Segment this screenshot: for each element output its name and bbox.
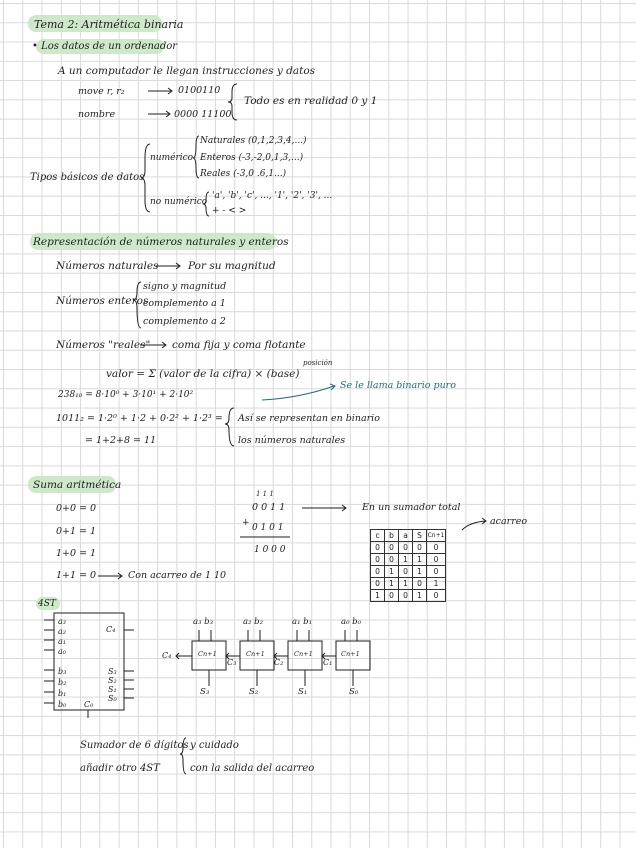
table-cell: 0 <box>385 590 399 602</box>
adder3-inputs: a₃ b₃ <box>193 617 214 627</box>
table-cell: 0 <box>385 554 399 566</box>
acarreo-label: acarreo <box>490 516 528 527</box>
enteros-label: Números enteros <box>56 295 149 307</box>
arrow-row2 <box>148 111 170 117</box>
adder-carries <box>176 650 336 659</box>
table-cell: 0 <box>371 542 385 554</box>
operand-1: 0 0 1 1 <box>252 502 286 513</box>
row1-code: 0100110 <box>178 85 221 96</box>
chip-pin-c4: C₄ <box>106 625 116 634</box>
table-cell: 0 <box>399 566 413 578</box>
operand-2: 0 1 0 1 <box>252 523 284 533</box>
enteros-opt1: signo y magnitud <box>143 281 227 292</box>
sum-rule-4-note: Con acarreo de 1 10 <box>128 570 227 581</box>
brace-text: Todo es en realidad 0 y 1 <box>244 95 378 107</box>
formula-superscript: posición <box>303 359 333 367</box>
reales-desc: coma fija y coma flotante <box>172 339 306 351</box>
enteros-opt2: complemento a 1 <box>143 298 226 309</box>
footer-left-2: añadir otro 4ST <box>80 763 160 774</box>
th-s: S <box>413 530 427 542</box>
table-cell: 0 <box>371 566 385 578</box>
teal-arrow <box>262 384 335 400</box>
chars-line1: 'a', 'b', 'c', ..., '1', '2', '3', ... <box>212 191 333 201</box>
chip-pin-s0: S₀ <box>108 694 117 703</box>
page-title: Tema 2: Aritmética binaria <box>34 18 184 31</box>
table-cell: 1 <box>427 578 446 590</box>
brace-row <box>228 84 237 120</box>
chars-line2: + - < > <box>212 206 247 216</box>
adder2-box <box>240 641 274 670</box>
th-b: b <box>385 530 399 542</box>
chip-pin-a2: a₂ <box>58 627 66 636</box>
carry-marks: 1 1 1 <box>256 490 274 498</box>
row2-code: 0000 11100 <box>174 109 232 120</box>
brace-nonnumeric <box>203 192 209 216</box>
arrow-reales <box>140 342 166 348</box>
chip-pin-b0: b₀ <box>58 700 67 709</box>
table-cell: 0 <box>385 542 399 554</box>
chip-pin-b2: b₂ <box>58 678 67 687</box>
numeric-label: numérico <box>150 153 194 163</box>
section2-title: Representación de números naturales y enteros <box>33 236 289 248</box>
adder0-inputs: a₀ b₀ <box>341 617 362 627</box>
sum-rule-3: 1+0 = 1 <box>56 548 97 559</box>
table-cell: 0 <box>427 566 446 578</box>
chip-pin-s1: S₁ <box>108 685 117 694</box>
example-result: = 1+2+8 = 11 <box>85 435 157 446</box>
arrow-naturales <box>156 263 180 269</box>
th-cn1: Cn+1 <box>427 530 446 542</box>
th-c: c <box>371 530 385 542</box>
arrow-sumador <box>302 505 346 511</box>
naturales-label: Números naturales <box>56 260 159 272</box>
reales-label: Números "reales" <box>56 339 151 351</box>
brace-numeric <box>193 136 199 178</box>
footer-right-1: y cuidado <box>190 740 239 751</box>
formula: valor = Σ (valor de la cifra) × (base) <box>106 368 300 380</box>
table-cell: 0 <box>371 578 385 590</box>
chip-pins-left <box>44 620 54 703</box>
adder3-box <box>192 641 226 670</box>
example-binary: 1011₂ = 1·2⁰ + 1·2 + 0·2² + 1·2³ = <box>56 413 223 424</box>
enteros-opt3: complemento a 2 <box>143 316 226 327</box>
adder-outputs <box>209 670 353 686</box>
chip-pin-b1: b₁ <box>58 689 67 698</box>
binario-puro-note: Se le llama binario puro <box>340 380 456 391</box>
adder0-box-label: Cn+1 <box>341 650 360 658</box>
table-cell: 1 <box>399 578 413 590</box>
adder-inputs <box>199 630 357 641</box>
adder3-out: S₃ <box>200 687 210 697</box>
carry-c4: C₄ <box>162 651 172 660</box>
adder3-box-label: Cn+1 <box>198 650 217 658</box>
table-cell: 0 <box>427 554 446 566</box>
chip-body <box>54 613 124 710</box>
adder1-box <box>288 641 322 670</box>
adder0-box <box>336 641 370 670</box>
plus-sign: + <box>242 518 250 528</box>
chip-pin-c0: C₀ <box>84 700 94 709</box>
carry-c2: C₂ <box>274 658 284 667</box>
arrow-rule4 <box>98 573 122 579</box>
sum-rule-1: 0+0 = 0 <box>56 503 97 514</box>
row1-left: move r, r₂ <box>78 86 125 97</box>
chip-label: 4ST <box>38 599 56 609</box>
table-cell: 1 <box>399 554 413 566</box>
table-cell: 1 <box>413 566 427 578</box>
types-label: Tipos básicos de datos <box>30 172 145 183</box>
brace-types <box>141 144 150 212</box>
th-a: a <box>399 530 413 542</box>
table-cell: 1 <box>413 590 427 602</box>
reales-line: Reales (-3,0 .6,1...) <box>200 169 287 179</box>
footer-left-1: Sumador de 6 dígitos <box>80 740 189 751</box>
table-cell: 0 <box>427 590 446 602</box>
chip-pin-a0: a₀ <box>58 647 66 656</box>
asi-line2: los números naturales <box>238 435 346 446</box>
table-cell: 1 <box>385 566 399 578</box>
brace-enteros <box>133 282 141 328</box>
table-cell: 0 <box>371 554 385 566</box>
chip-pin-s2: S₂ <box>108 676 117 685</box>
table-cell: 0 <box>427 542 446 554</box>
chip-pin-b3: b₃ <box>58 667 67 676</box>
chip-pins-right <box>124 630 134 698</box>
arrow-row1 <box>148 88 172 94</box>
example-decimal: 238₁₀ = 8·10⁰ + 3·10¹ + 2·10² <box>58 390 194 400</box>
chip-pin-a1: a₁ <box>58 637 66 646</box>
brace-asi <box>225 408 234 446</box>
arrow-acarreo <box>462 518 486 530</box>
naturales-line: Naturales (0,1,2,3,4,...) <box>200 136 307 146</box>
footer-brace <box>180 738 186 774</box>
table-cell: 0 <box>399 542 413 554</box>
adder1-out: S₁ <box>298 687 308 697</box>
sum-result: 1 0 0 0 <box>254 545 286 555</box>
table-cell: 0 <box>413 578 427 590</box>
adder2-box-label: Cn+1 <box>246 650 265 658</box>
table-cell: 0 <box>399 590 413 602</box>
adder2-out: S₂ <box>249 687 259 697</box>
chip-pin-s3: S₃ <box>108 667 117 676</box>
chip-pin-a3: a₃ <box>58 617 66 626</box>
nonnumeric-label: no numérico <box>150 197 208 207</box>
asi-line1: Así se representan en binario <box>238 413 380 424</box>
footer-right-2: con la salida del acarreo <box>190 763 315 774</box>
row2-left: nombre <box>78 109 116 120</box>
section3-title: Suma aritmética <box>33 479 122 491</box>
adder2-inputs: a₂ b₂ <box>243 617 264 627</box>
table-cell: 1 <box>385 578 399 590</box>
intro-line: A un computador le llegan instrucciones y datos <box>58 65 316 77</box>
sum-rule-4: 1+1 = 0 <box>56 570 97 581</box>
adder1-box-label: Cn+1 <box>294 650 313 658</box>
adder0-out: S₀ <box>349 687 359 697</box>
sum-rule-2: 0+1 = 1 <box>56 526 97 537</box>
table-cell: 0 <box>413 542 427 554</box>
carry-c3: C₃ <box>227 658 237 667</box>
bullet-heading: • Los datos de un ordenador <box>32 41 178 52</box>
sumador-total: En un sumador total <box>362 502 461 513</box>
naturales-desc: Por su magnitud <box>188 260 276 272</box>
carry-c1: C₁ <box>323 658 333 667</box>
table-cell: 1 <box>413 554 427 566</box>
enteros-line: Enteros (-3,-2,0,1,3,...) <box>200 153 304 163</box>
table-cell: 1 <box>371 590 385 602</box>
adder1-inputs: a₁ b₁ <box>292 617 313 627</box>
